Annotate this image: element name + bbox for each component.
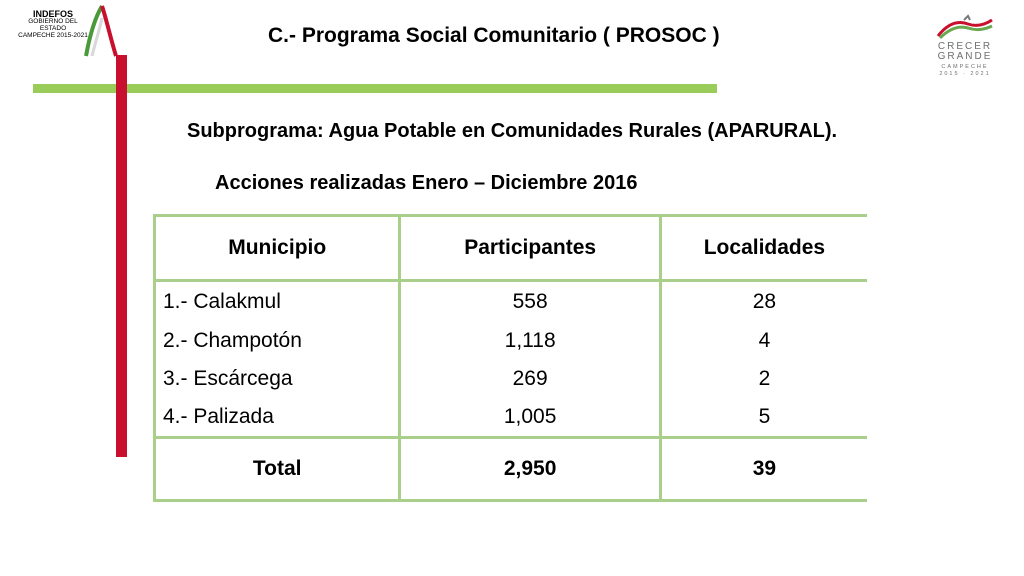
table-row bbox=[155, 281, 868, 323]
subprogram-heading: Subprograma: Agua Potable en Comunidades Rurales (APARURAL). bbox=[187, 120, 838, 142]
table-row bbox=[155, 322, 868, 360]
logo-campeche: CAMPECHE 2015-2021 bbox=[18, 32, 88, 40]
logo-campeche-right: CAMPECHE bbox=[941, 64, 989, 70]
cell-localidades: 4 bbox=[660, 322, 867, 360]
table-header-row bbox=[155, 216, 868, 281]
indefos-logo bbox=[18, 4, 118, 58]
cell-municipio: 4.- Palizada bbox=[155, 398, 400, 438]
page-title: C.- Programa Social Comunitario ( PROSOC ) bbox=[268, 24, 720, 47]
column-header-localidades: Localidades bbox=[660, 216, 867, 281]
total-localidades: 39 bbox=[660, 438, 867, 501]
logo-government: GOBIERNO DEL ESTADO bbox=[28, 18, 78, 33]
table-row bbox=[155, 360, 868, 398]
logo-years: 2015 · 2021 bbox=[939, 70, 991, 77]
cell-municipio: 2.- Champotón bbox=[155, 322, 400, 360]
cell-participantes: 1,005 bbox=[400, 398, 660, 438]
period-heading: Acciones realizadas Enero – Diciembre 2016 bbox=[215, 172, 638, 194]
logo-crecer: CRECER bbox=[937, 41, 993, 52]
arch-emblem-icon bbox=[80, 4, 120, 58]
cell-municipio: 3.- Escárcega bbox=[155, 360, 400, 398]
cell-participantes: 558 bbox=[400, 281, 660, 323]
bird-emblem-icon bbox=[934, 14, 996, 40]
crecer-grande-logo bbox=[928, 14, 1002, 84]
column-header-municipio: Municipio bbox=[155, 216, 400, 281]
cell-localidades: 2 bbox=[660, 360, 867, 398]
cell-participantes: 1,118 bbox=[400, 322, 660, 360]
cell-municipio: 1.- Calakmul bbox=[155, 281, 400, 323]
logo-name: INDEFOS bbox=[32, 9, 73, 19]
cell-localidades: 5 bbox=[660, 398, 867, 438]
red-divider bbox=[116, 55, 127, 457]
column-header-participantes: Participantes bbox=[400, 216, 660, 281]
actions-table bbox=[153, 214, 867, 502]
cell-participantes: 269 bbox=[400, 360, 660, 398]
table-row bbox=[155, 398, 868, 438]
table-total-row bbox=[155, 438, 868, 501]
logo-grande: GRANDE bbox=[937, 51, 993, 62]
total-participantes: 2,950 bbox=[400, 438, 660, 501]
green-divider bbox=[33, 84, 717, 93]
total-label: Total bbox=[155, 438, 400, 501]
cell-localidades: 28 bbox=[660, 281, 867, 323]
